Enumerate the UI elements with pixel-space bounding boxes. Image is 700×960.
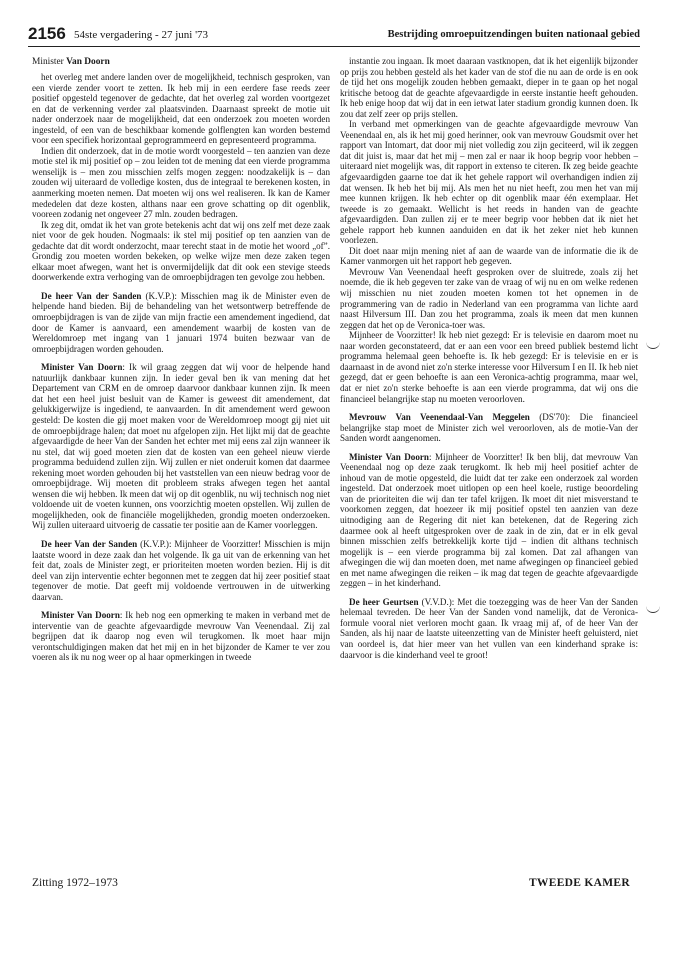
paragraph-text: instantie zou ingaan. Ik moet daaraan vastknopen, dat ik het eigenlijk bijzonder op prijs zou hebben gesteld als het kader van de stof die nu aan de orde is en ook de tijd het ons mogelijk zouden hebben gemaakt, dieper in te gaan op het nogal kritische betoog dat de geachte afgevaardigde in eerste instantie heeft gehouden. Ik heb enige hoop dat wij dat in een ietwat later stadium grondig kunnen doen. Ik zou dat zelf zeer op prijs stellen. (340, 56, 638, 119)
paragraph (340, 119, 638, 246)
page-header (28, 24, 640, 47)
running-title: Bestrijding omroepuitzendingen buiten nationaal gebied (387, 29, 640, 40)
heading-role: Minister (32, 57, 64, 67)
paragraph (340, 267, 638, 330)
paragraph-text: Mevrouw Van Veenendaal heeft gesproken over de sluitrede, zoals zij het noemde, die ik heb gegeven ter zake van de vraag of wij nu en om welke redenen wij misschien nu niet zouden moeten komen tot het opnemen in de programmering van de radio in Nederland van een programma van lichte aard naast Hilversum III. Dan zou het programma, zoals ik meen dat men kunnen zeggen dat het op de Veronica-toer was. (340, 266, 638, 330)
paragraph-text: (DS'70): Die financieel belangrijke stap moet de Minister zich wel veroorloven, als de motie-Van der Sanden wordt aangenomen. (340, 412, 638, 444)
paragraph (340, 452, 638, 589)
speaker-name: Minister Van Doorn (349, 451, 429, 462)
paragraph-text: (K.V.P.): Mijnheer de Voorzitter! Misschien is mijn laatste woord in deze zaak dan het volgende. Ik ga uit van de erkenning van het feit dat, zoals de Minister zegt, er prioriteiten moeten worden bezien. Hij is dit deel van zijn interventie echter begonnen met te zeggen dat hij zeer positief staat tegenover de motie. Dat geeft mij voldoende vertrouwen in de uitwerking daarvan. (32, 538, 330, 602)
paragraph-text: (V.V.D.): Met die toezegging was de heer Van der Sanden helemaal tevreden. De heer Van der Sanden vond namelijk, dat de Veronica-formule vooral niet verloren mocht gaan. Ik vraag mij af, of de heer Van der Sanden, als hij naar de laatste uiteenzetting van de Minister heeft geluisterd, niet van oordeel is, dat hier meer van het vullen van een kinderhand sprake is: daarvoor is die kinderhand veel te groot! (340, 596, 638, 660)
column-heading (32, 56, 330, 68)
paragraph (32, 291, 330, 354)
speaker-name: Mevrouw Van Veenendaal-Van Meggelen (349, 412, 530, 423)
heading-name: Van Doorn (66, 57, 110, 67)
margin-mark (646, 604, 660, 613)
paragraph-text: : Ik wil graag zeggen dat wij voor de helpende hand natuurlijk dankbaar kunnen zijn. In ieder geval ben ik van mening dat het Departement van CRM en de omroep daarvoor dankbaar kunnen zijn. Ik meen dat het een heel juist besluit van de Kamer is geweest dit amendement, dat gelukkigerwijze is ingediend, te aanvaarden. In dit amendement werd gewoon gesteld: De kosten die gij moet maken voor de Wereldomroep moogt gij niet uit de omroepbijdrage halen; dat moet nu afgelopen zijn. Het lijkt mij dat de geachte afgevaardigde de heer Van der Sanden het echter met mij eens zal zijn wanneer ik nu stel, dat wij goed moeten zien dat de kosten van een geheel nieuw vierde programma beduidend zullen zijn. Wij zullen er niet onderuit komen dat daarmee rekening moet worden gehouden bij het vaststellen van een nieuw bedrag voor de omroepbijdrage. Wij moeten dit probleem straks afwegen tegen het aantal wensen die wij hebben. Ik meen dat wij op dit ogenblik, nu wij technisch nog niet voldoende uit de voeten kunnen, ons voorzichtig moeten opstellen. Wij zullen de mogelijkheden, ook de financiële mogelijkheden, grondig moeten onderzoeken. Wij zullen uiteraard uitvoerig de cassatie ter positie aan de Kamer voorleggen. (32, 362, 330, 531)
paragraph (32, 146, 330, 220)
paragraph-text: Dit doet naar mijn mening niet af aan de waarde van de informatie die ik de Kamer vanmorgen uit het rapport heb gegeven. (340, 245, 638, 267)
speaker-name: De heer Van der Sanden (41, 290, 142, 301)
paragraph (340, 56, 638, 119)
page-number: 2156 (28, 24, 66, 43)
paragraph-text: In verband met opmerkingen van de geachte afgevaardigde mevrouw Van Veenendaal en, als ik het mij goed herinner, ook van mevrouw Goudsmit over het rapport van Intomart, dat door mij niet volledig zou zijn geciteerd, wil ik zeggen dat dit juist is, maar dat het mij – men zal er naar ik hoop begrip voor hebben – uiteraard niet mogelijk was, dit rapport in extenso te citeren. Ik zeg beide geachte afgevaardigden gaarne toe dat ik het gehele rapport wil overhandigen indien zij dat wensen. Ik heb het bij mij. Als men het nu niet heeft, zou men het van mij mee kunnen krijgen. Ik heb echter op dit ogenblik maar één exemplaar. Het tweede is zo gemaakt. Wellicht is het reeds in handen van de geachte afgevaardigden. Dan zullen zij er te meer begrip voor hebben dat ik niet het gehele rapport heb kunnen aanduiden en dat ik het zeker niet heb kunnen voorlezen. (340, 119, 638, 246)
speaker-name: Minister Van Doorn (41, 362, 123, 373)
speaker-name: Minister Van Doorn (41, 610, 120, 621)
right-paragraphs (340, 56, 638, 660)
footer-session: Zitting 1972–1973 (32, 877, 118, 889)
paragraph (32, 72, 330, 146)
paragraph (340, 412, 638, 444)
paragraph-text: (K.V.P.): Misschien mag ik de Minister even de helpende hand bieden. Bij de behandeling van het wetsontwerp betreffende de omroepbijdragen is van de zijde van mijn fractie een amendement ingediend, dat door de Kamer is aanvaard, een amendement waarbij de kosten van de Wereldomroep met ingang van 1 januari 1974 buiten bezwaar van de omroepbijdragen worden gehouden. (32, 290, 330, 354)
speaker-name: De heer Van der Sanden (41, 538, 138, 549)
paragraph (32, 539, 330, 602)
paragraph-text: : Mijnheer de Voorzitter! Ik ben blij, dat mevrouw Van Veenendaal nog op deze zaak terugkomt. Ik heb mij heel positief achter de inhoud van de motie opgesteld, die luidt dat ter zake een onderzoek zal worden ingesteld. Dat onderzoek moet uitlopen op een heel koele, rustige beoordeling van de prioriteiten die wij dan ter tafel krijgen. Ik moet dit niet misverstand te voorkomen zeggen, dat hoezeer ik mij positief opstel ten aanzien van deze uitnodiging aan de Regering dit niet kan betekenen, dat de Regering zich daarmee ook al heeft uitgesproken over de zaak in de zin, dat er in elk geval binnen misschien zelfs betrekkelijk korte tijd – indien dit althans technisch mogelijk is – een vierde programma bij zal komen. Dat zal afhangen van afwegingen die wij dan moeten doen, met name afwegingen op financieel gebied en met name afwegingen die reiken – ik mag dat tegen de geachte afgevaardigde zeggen – in het kinderhand. (340, 451, 638, 589)
paragraph (340, 597, 638, 660)
session-date: 54ste vergadering - 27 juni '73 (74, 29, 209, 41)
paragraph (32, 362, 330, 531)
left-column (32, 56, 330, 663)
paragraph (32, 220, 330, 283)
paragraph (340, 246, 638, 267)
footer-chamber: TWEEDE KAMER (528, 877, 630, 889)
left-paragraphs (32, 72, 330, 663)
speaker-name: De heer Geurtsen (349, 596, 419, 607)
paragraph (32, 610, 330, 663)
right-column (340, 56, 638, 660)
paragraph-text: het overleg met andere landen over de mogelijkheid, technisch gesproken, van een vierde zender voort te zetten. Ik heb mij in een eerdere fase reeds zeer positief opgesteld tegenover de gedachte, dat het overleg zal worden voortgezet en dat de verkenning verder zal plaatsvinden. Daarnaast spreekt de motie uit nader onderzoek naar de mogelijkheid, dat een onderzoek zou moeten worden ingesteld, of een van de beschikbaar komende golflengten kan worden bestemd voor een specifiek horizontaal geprogrammeerd en gepresenteerd programma. (32, 72, 330, 146)
paragraph-text: Indien dit onderzoek, dat in de motie wordt voorgesteld – ten aanzien van deze motie stel ik mij positief op – zou leiden tot de mening dat een vierde programma wenselijk is – men zou misschien zelfs mogen zeggen: noodzakelijk is – dan zouden wij uiteraard de volledige kosten, dus de integraal te berekenen kosten, in aanmerking moeten nemen. Dat moeten wij ons wel realiseren. Ik kan de Kamer mededelen dat deze kosten, althans naar een grove schatting op dit ogenblik, vooreen zodanig net ongeveer 27 mln. zouden bedragen. (32, 145, 330, 220)
paragraph-text: Mijnheer de Voorzitter! Ik heb niet gezegd: Er is televisie en daarom moet nu naar worden geconstateerd, dat er aan een voor een breed publiek bestemd licht programma helemaal geen behoefte is. Ik heb gezegd: Er is televisie en er is daarnaast in de avond niet zo'n sterke interesse voor Hilversum I en II. Ik heb niet gezegd, dat er geen behoefte is aan een Veronica-achtig programma, maar wel, dat er niet zo'n sterke behoefte is aan een vierde programma, dat wij ons die financieel belangrijke stap nu moeten veroorloven. (340, 330, 638, 404)
paragraph-text: : Ik heb nog een opmerking te maken in verband met de interventie van de geachte afgevaardigde mevrouw Van Veenendaal. Zij zal begrijpen dat ik daarop nog even wil terugkomen. Ik moet haar mijn verontschuldigingen maken dat het mij en in het bijzonder de Kamer te ver zou voeren als ik nu nog weer op al haar opmerkingen in tweede (32, 610, 330, 663)
paragraph-text: Ik zeg dit, omdat ik het van grote betekenis acht dat wij ons zelf met deze zaak niet voor de gek houden. Nogmaals: ik stel mij positief op ten aanzien van de gedachte dat dit wordt onderzocht, maar terecht staat in de motie het woord „of”. Grondig zou moeten worden bekeken, op welke wijze men deze zaken tegen elkaar moet afwegen, want het is onvermijdelijk dat dit ook een stevige steeds doorwerkende extra verhoging van de omroepbijdragen ten gevolge zou hebben. (32, 219, 330, 283)
paragraph (340, 330, 638, 404)
margin-mark (646, 340, 660, 349)
